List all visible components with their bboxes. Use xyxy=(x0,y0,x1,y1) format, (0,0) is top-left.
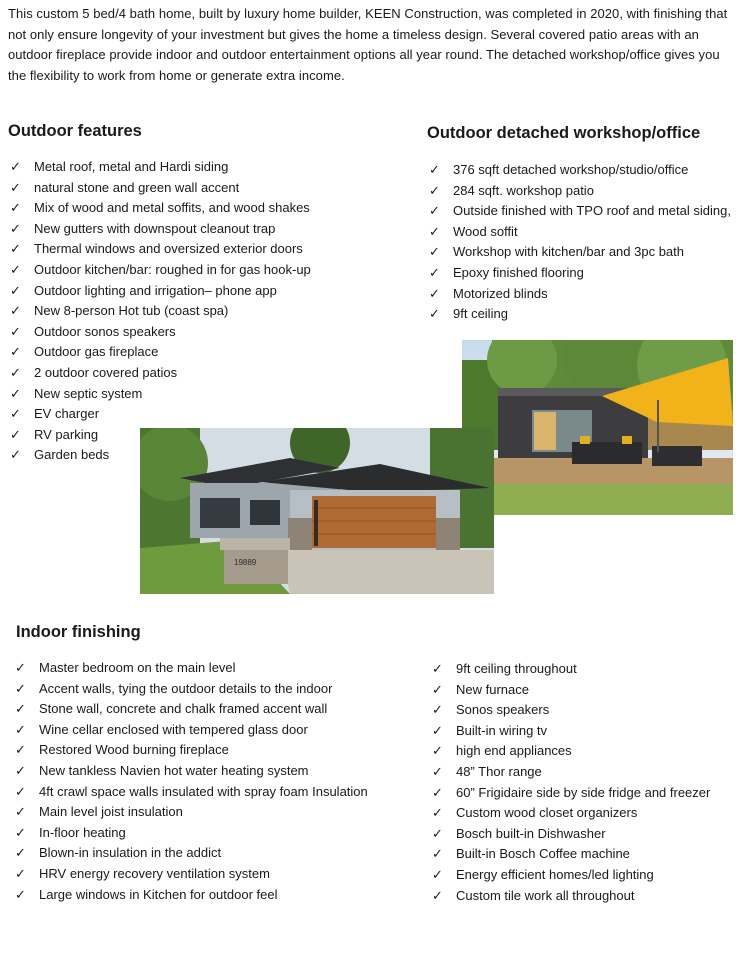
checkmark-icon: ✓ xyxy=(15,865,26,881)
workshop-feature-item-label: Wood soffit xyxy=(453,223,518,239)
outdoor-feature-item-label: Metal roof, metal and Hardi siding xyxy=(34,159,229,174)
workshop-feature-item xyxy=(427,263,731,284)
outdoor-feature-item-label: natural stone and green wall accent xyxy=(34,179,240,195)
indoor-feature-item-label: 4ft crawl space walls insulated with spray foam Insulation xyxy=(39,783,368,799)
indoor-feature-item xyxy=(430,844,710,865)
indoor-feature-item xyxy=(13,720,368,741)
checkmark-icon: ✓ xyxy=(10,220,21,236)
workshop-feature-item-label: Epoxy finished flooring xyxy=(453,264,584,280)
checkmark-icon: ✓ xyxy=(432,702,443,718)
workshop-feature-item-label: Outside finished with TPO roof and metal siding, xyxy=(453,203,731,219)
indoor-finishing-left-list xyxy=(13,658,368,905)
outdoor-feature-item xyxy=(8,178,311,199)
checkmark-icon: ✓ xyxy=(15,701,26,717)
workshop-feature-item xyxy=(427,304,731,325)
checkmark-icon: ✓ xyxy=(429,162,440,177)
checkmark-icon: ✓ xyxy=(15,886,26,902)
indoor-feature-item xyxy=(430,659,710,680)
outdoor-feature-item xyxy=(8,322,311,343)
indoor-feature-item-label: Accent walls, tying the outdoor details to the indoor xyxy=(39,680,333,696)
workshop-photo xyxy=(462,340,733,515)
indoor-feature-item-label: Wine cellar enclosed with tempered glass door xyxy=(39,721,308,737)
outdoor-features-list xyxy=(8,157,311,466)
outdoor-feature-item xyxy=(8,198,311,219)
indoor-feature-item xyxy=(13,761,368,782)
outdoor-feature-item-label: Outdoor gas fireplace xyxy=(34,344,159,360)
intro-paragraph: This custom 5 bed/4 bath home, built by luxury home builder, KEEN Construction, was completed in 2020, with finishing that not only ensure longevity of your investment but gives the home a timeless design. Several covered patio areas with an outdoor fireplace provide indoor and outdoor entertainment options all year round. The detached workshop/office gives you the flexibility to work from home or generate extra income. xyxy=(8,6,728,83)
checkmark-icon: ✓ xyxy=(10,179,21,195)
indoor-feature-item-label: Large windows in Kitchen for outdoor feel xyxy=(39,886,278,902)
indoor-feature-item-label: Sonos speakers xyxy=(456,702,550,718)
indoor-feature-item-label: New furnace xyxy=(456,681,529,697)
indoor-feature-item-label: Main level joist insulation xyxy=(39,804,183,820)
outdoor-feature-item-label: RV parking xyxy=(34,426,99,442)
indoor-feature-item xyxy=(430,680,710,701)
checkmark-icon: ✓ xyxy=(15,721,26,737)
checkmark-icon: ✓ xyxy=(429,285,440,301)
indoor-feature-item-label: 9ft ceiling throughout xyxy=(456,661,577,676)
checkmark-icon: ✓ xyxy=(432,866,443,882)
indoor-feature-item xyxy=(13,782,368,803)
checkmark-icon: ✓ xyxy=(15,762,26,778)
checkmark-icon: ✓ xyxy=(15,783,26,799)
outdoor-feature-item-label: Mix of wood and metal soffits, and wood shakes xyxy=(34,200,310,216)
outdoor-feature-item xyxy=(8,260,311,281)
outdoor-feature-item-label: Outdoor lighting and irrigation– phone app xyxy=(34,282,277,298)
indoor-feature-item xyxy=(430,741,710,762)
indoor-feature-item xyxy=(430,700,710,721)
checkmark-icon: ✓ xyxy=(429,264,440,280)
checkmark-icon: ✓ xyxy=(10,364,21,380)
indoor-feature-item xyxy=(13,823,368,844)
workshop-feature-item-label: Workshop with kitchen/bar and 3pc bath xyxy=(453,244,685,260)
outdoor-feature-item xyxy=(8,384,311,405)
outdoor-feature-item xyxy=(8,157,311,178)
checkmark-icon: ✓ xyxy=(10,344,21,360)
indoor-feature-item xyxy=(430,886,710,907)
outdoor-feature-item-label: Thermal windows and oversized exterior doors xyxy=(34,241,303,257)
outdoor-feature-item-label: Outdoor sonos speakers xyxy=(34,323,176,339)
outdoor-feature-item-label: EV charger xyxy=(34,406,100,422)
indoor-feature-item-label: In-floor heating xyxy=(39,824,126,840)
outdoor-feature-item-label: 2 outdoor covered patios xyxy=(34,364,178,380)
checkmark-icon: ✓ xyxy=(15,680,26,696)
workshop-feature-item xyxy=(427,284,731,305)
checkmark-icon: ✓ xyxy=(10,303,21,319)
outdoor-feature-item xyxy=(8,342,311,363)
checkmark-icon: ✓ xyxy=(432,722,443,738)
indoor-finishing-heading: Indoor finishing xyxy=(16,623,141,641)
workshop-feature-item xyxy=(427,201,731,222)
indoor-feature-item-label: Custom wood closet organizers xyxy=(456,805,638,821)
indoor-feature-item-label: Master bedroom on the main level xyxy=(39,660,236,675)
checkmark-icon: ✓ xyxy=(10,323,21,339)
indoor-feature-item-label: Blown-in insulation in the addict xyxy=(39,845,222,861)
checkmark-icon: ✓ xyxy=(429,223,440,239)
checkmark-icon: ✓ xyxy=(432,825,443,841)
checkmark-icon: ✓ xyxy=(432,763,443,779)
checkmark-icon: ✓ xyxy=(10,241,21,257)
indoor-feature-item xyxy=(430,783,710,804)
outdoor-feature-item xyxy=(8,219,311,240)
workshop-feature-item-label: 9ft ceiling xyxy=(453,306,508,322)
house-photo xyxy=(140,428,494,594)
workshop-feature-item-label: Motorized blinds xyxy=(453,285,548,301)
indoor-feature-item-label: Restored Wood burning fireplace xyxy=(39,742,229,758)
checkmark-icon: ✓ xyxy=(10,159,21,174)
checkmark-icon: ✓ xyxy=(10,385,21,401)
indoor-feature-item xyxy=(13,658,368,679)
indoor-feature-item xyxy=(13,699,368,720)
checkmark-icon: ✓ xyxy=(10,261,21,277)
checkmark-icon: ✓ xyxy=(15,742,26,758)
indoor-feature-item xyxy=(430,762,710,783)
indoor-finishing-right-list xyxy=(430,659,710,906)
checkmark-icon: ✓ xyxy=(432,887,443,903)
checkmark-icon: ✓ xyxy=(432,743,443,759)
indoor-feature-item-label: Custom tile work all throughout xyxy=(456,887,635,903)
indoor-feature-item xyxy=(13,885,368,906)
outdoor-feature-item xyxy=(8,363,311,384)
indoor-feature-item-label: Stone wall, concrete and chalk framed accent wall xyxy=(39,701,328,717)
workshop-feature-item xyxy=(427,160,731,181)
indoor-feature-item-label: Built-in wiring tv xyxy=(456,722,548,738)
checkmark-icon: ✓ xyxy=(10,447,21,463)
indoor-feature-item xyxy=(13,864,368,885)
checkmark-icon: ✓ xyxy=(432,846,443,862)
checkmark-icon: ✓ xyxy=(432,681,443,697)
indoor-feature-item xyxy=(13,802,368,823)
checkmark-icon: ✓ xyxy=(432,805,443,821)
outdoor-feature-item xyxy=(8,301,311,322)
checkmark-icon: ✓ xyxy=(432,661,443,676)
outdoor-feature-item-label: New 8-person Hot tub (coast spa) xyxy=(34,303,229,319)
indoor-feature-item xyxy=(430,803,710,824)
outdoor-feature-item xyxy=(8,239,311,260)
checkmark-icon: ✓ xyxy=(15,660,26,675)
checkmark-icon: ✓ xyxy=(15,824,26,840)
indoor-feature-item-label: Energy efficient homes/led lighting xyxy=(456,866,654,882)
outdoor-feature-item-label: Garden beds xyxy=(34,447,110,463)
indoor-feature-item-label: 60” Frigidaire side by side fridge and freezer xyxy=(456,784,711,800)
checkmark-icon: ✓ xyxy=(15,845,26,861)
indoor-feature-item-label: HRV energy recovery ventilation system xyxy=(39,865,270,881)
indoor-feature-item xyxy=(430,721,710,742)
workshop-heading: Outdoor detached workshop/office xyxy=(427,124,701,142)
workshop-feature-item xyxy=(427,181,731,202)
workshop-feature-item-label: 376 sqft detached workshop/studio/office xyxy=(453,162,689,177)
workshop-feature-item-label: 284 sqft. workshop patio xyxy=(453,182,594,198)
workshop-feature-item xyxy=(427,242,731,263)
outdoor-feature-item-label: Outdoor kitchen/bar: roughed in for gas hook-up xyxy=(34,261,311,277)
outdoor-features-heading: Outdoor features xyxy=(8,122,142,140)
indoor-feature-item-label: New tankless Navien hot water heating system xyxy=(39,762,309,778)
workshop-features-list xyxy=(427,160,731,325)
checkmark-icon: ✓ xyxy=(10,426,21,442)
checkmark-icon: ✓ xyxy=(10,282,21,298)
house-number: 19889 xyxy=(234,558,257,567)
checkmark-icon: ✓ xyxy=(432,784,443,800)
outdoor-feature-item xyxy=(8,281,311,302)
checkmark-icon: ✓ xyxy=(15,804,26,820)
checkmark-icon: ✓ xyxy=(429,182,440,198)
checkmark-icon: ✓ xyxy=(429,244,440,260)
indoor-feature-item-label: 48” Thor range xyxy=(456,763,542,779)
checkmark-icon: ✓ xyxy=(429,203,440,219)
indoor-feature-item xyxy=(430,865,710,886)
outdoor-feature-item-label: New septic system xyxy=(34,385,143,401)
checkmark-icon: ✓ xyxy=(10,200,21,216)
indoor-feature-item-label: Bosch built-in Dishwasher xyxy=(456,825,606,841)
workshop-feature-item xyxy=(427,222,731,243)
indoor-feature-item xyxy=(13,843,368,864)
indoor-feature-item xyxy=(430,824,710,845)
indoor-feature-item xyxy=(13,740,368,761)
indoor-feature-item-label: high end appliances xyxy=(456,743,572,759)
checkmark-icon: ✓ xyxy=(10,406,21,422)
outdoor-feature-item xyxy=(8,404,311,425)
outdoor-feature-item-label: New gutters with downspout cleanout trap xyxy=(34,220,276,236)
indoor-feature-item xyxy=(13,679,368,700)
checkmark-icon: ✓ xyxy=(429,306,440,322)
indoor-feature-item-label: Built-in Bosch Coffee machine xyxy=(456,846,630,862)
